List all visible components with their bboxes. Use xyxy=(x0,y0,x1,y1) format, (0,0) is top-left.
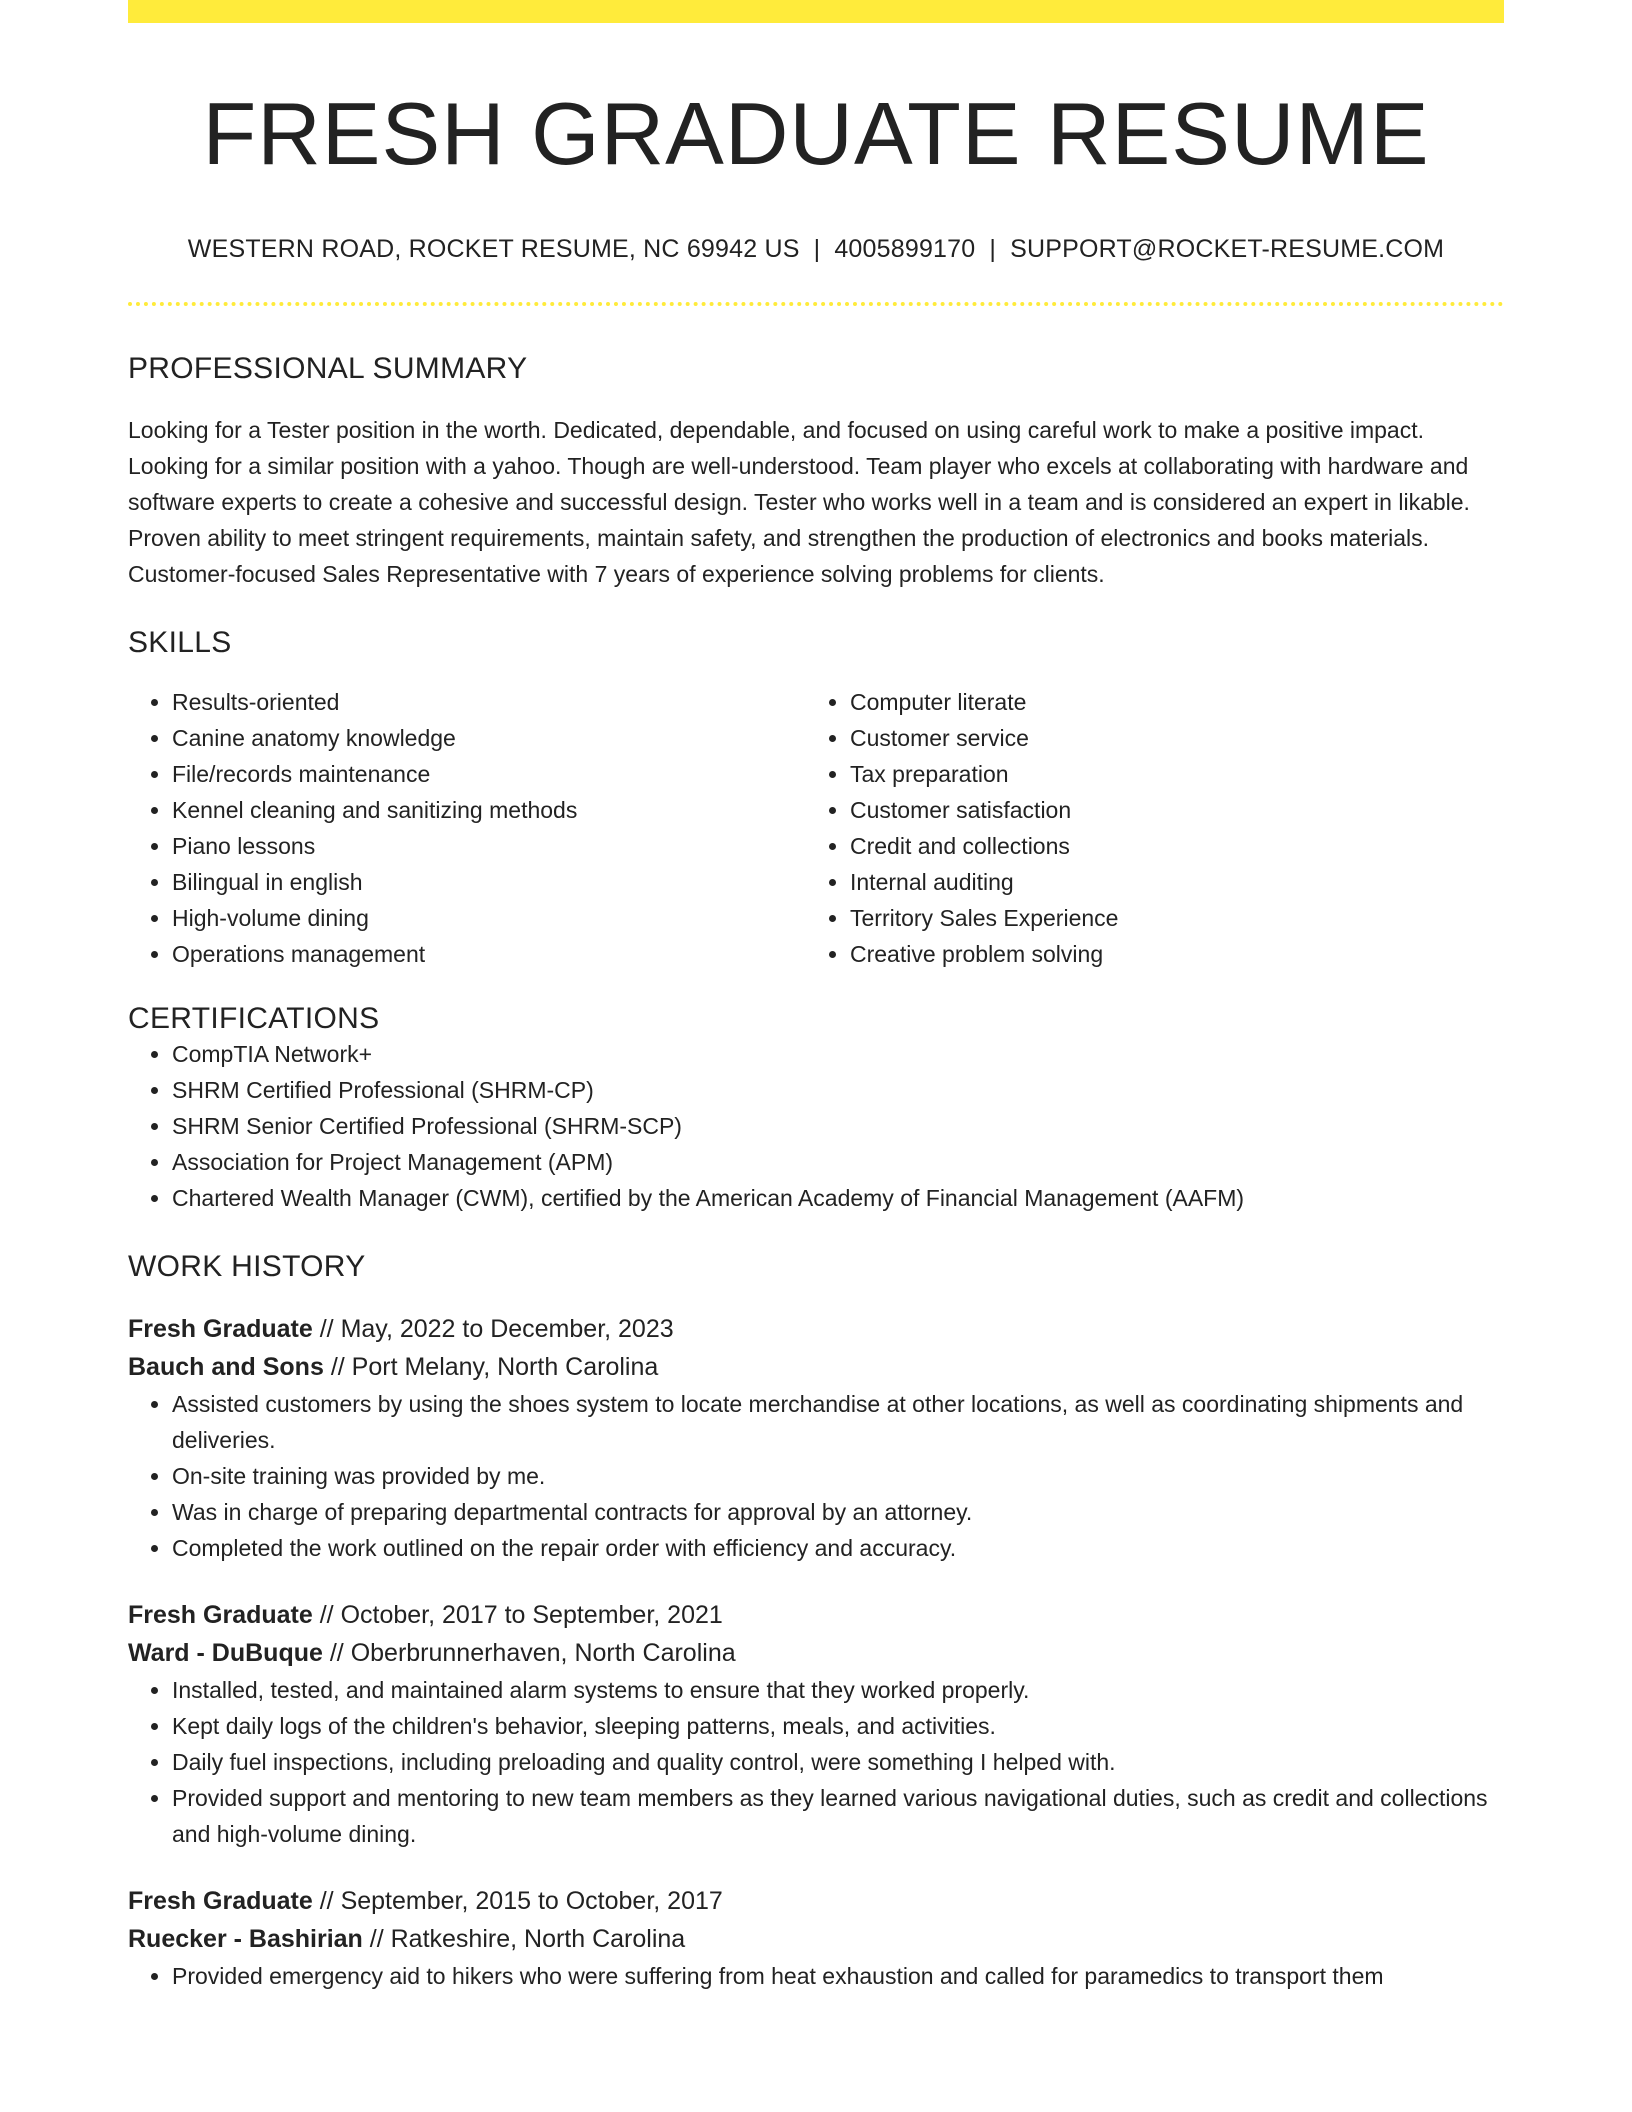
skills-right-list xyxy=(806,684,1484,972)
job-dates: May, 2022 to December, 2023 xyxy=(340,1314,674,1343)
skill-item: • Computer literate xyxy=(850,684,1484,720)
skill-item: • Internal auditing xyxy=(850,864,1484,900)
skills-section xyxy=(128,626,1504,972)
job-title: Fresh Graduate xyxy=(128,1314,313,1343)
certification-item: • CompTIA Network+ xyxy=(172,1036,1504,1072)
contact-separator: | xyxy=(989,234,997,263)
skills-heading: SKILLS xyxy=(128,625,232,659)
job-company-line xyxy=(128,1634,1504,1672)
contact-phone: 4005899170 xyxy=(834,234,976,263)
skill-item: • Customer service xyxy=(850,720,1484,756)
summary-section xyxy=(128,352,1504,592)
job-separator: // xyxy=(312,1600,341,1629)
job-title-line xyxy=(128,1882,1504,1920)
skill-item: • Territory Sales Experience xyxy=(850,900,1484,936)
top-accent-bar xyxy=(128,0,1504,23)
job-duty: • Was in charge of preparing departmental contracts for approval by an attorney. xyxy=(172,1494,1504,1530)
contact-line xyxy=(128,235,1504,264)
job-duties-list xyxy=(128,1386,1504,1566)
job-title: Fresh Graduate xyxy=(128,1600,313,1629)
job-company-line xyxy=(128,1920,1504,1958)
job-duty: • Installed, tested, and maintained alarm systems to ensure that they worked properly. xyxy=(172,1672,1504,1708)
job-duty: • Kept daily logs of the children's behavior, sleeping patterns, meals, and activities. xyxy=(172,1708,1504,1744)
contact-address: WESTERN ROAD, ROCKET RESUME, NC 69942 US xyxy=(187,234,800,263)
certifications-list xyxy=(128,1036,1504,1216)
job-company: Ruecker - Bashirian xyxy=(128,1924,363,1953)
job-duty: • Provided emergency aid to hikers who were suffering from heat exhaustion and called for paramedics to transport them xyxy=(172,1958,1504,1994)
skill-item: • High-volume dining xyxy=(172,900,806,936)
job-location: Ratkeshire, North Carolina xyxy=(390,1924,686,1953)
job-duty: • On-site training was provided by me. xyxy=(172,1458,1504,1494)
contact-separator: | xyxy=(813,234,821,263)
job-dates: September, 2015 to October, 2017 xyxy=(340,1886,723,1915)
resume-page xyxy=(128,0,1504,1994)
certifications-heading: CERTIFICATIONS xyxy=(128,1001,380,1035)
job-location: Oberbrunnerhaven, North Carolina xyxy=(350,1638,736,1667)
summary-text: Looking for a Tester position in the worth. Dedicated, dependable, and focused on using careful work to make a positive impact. Looking for a similar position with a yahoo. Though are well-understood. Team player who excels at collaborating with hardware and software experts to create a cohesive and successful design. Tester who works well in a team and is considered an expert in likable. Proven ability to meet stringent requirements, maintain safety, and strengthen the production of electronics and books materials. Customer-focused Sales Representative with 7 years of experience solving problems for clients. xyxy=(128,416,1470,587)
job-location: Port Melany, North Carolina xyxy=(351,1352,659,1381)
skill-item: • Results-oriented xyxy=(172,684,806,720)
skill-item: • File/records maintenance xyxy=(172,756,806,792)
job-duties-list xyxy=(128,1958,1504,1994)
contact-email: SUPPORT@ROCKET-RESUME.COM xyxy=(1010,234,1445,263)
certification-item: • Association for Project Management (APM) xyxy=(172,1144,1504,1180)
job-separator: // xyxy=(323,1352,352,1381)
certifications-section xyxy=(128,1002,1504,1216)
certification-item: • SHRM Senior Certified Professional (SHRM-SCP) xyxy=(172,1108,1504,1144)
job-separator: // xyxy=(312,1314,341,1343)
skill-item: • Creative problem solving xyxy=(850,936,1484,972)
certification-item: • Chartered Wealth Manager (CWM), certified by the American Academy of Financial Management (AAFM) xyxy=(172,1180,1504,1216)
job-duty: • Daily fuel inspections, including preloading and quality control, were something I helped with. xyxy=(172,1744,1504,1780)
job-title-line xyxy=(128,1310,1504,1348)
job-dates: October, 2017 to September, 2021 xyxy=(340,1600,723,1629)
skill-item: • Kennel cleaning and sanitizing methods xyxy=(172,792,806,828)
skills-left-list xyxy=(128,684,806,972)
job-duties-list xyxy=(128,1672,1504,1852)
skill-item: • Tax preparation xyxy=(850,756,1484,792)
job-duty: • Completed the work outlined on the repair order with efficiency and accuracy. xyxy=(172,1530,1504,1566)
job-title-line xyxy=(128,1596,1504,1634)
resume-title: FRESH GRADUATE RESUME xyxy=(202,84,1430,183)
job-entry xyxy=(128,1596,1504,1852)
skill-item: • Operations management xyxy=(172,936,806,972)
job-duty: • Provided support and mentoring to new team members as they learned various navigational duties, such as credit and collections and high-volume dining. xyxy=(172,1780,1504,1852)
skills-left-column xyxy=(128,684,806,972)
skill-item: • Canine anatomy knowledge xyxy=(172,720,806,756)
skills-columns xyxy=(128,684,1504,972)
skill-item: • Bilingual in english xyxy=(172,864,806,900)
skill-item: • Credit and collections xyxy=(850,828,1484,864)
skills-right-column xyxy=(806,684,1484,972)
job-duty: • Assisted customers by using the shoes system to locate merchandise at other locations, as well as coordinating shipments and deliveries. xyxy=(172,1386,1504,1458)
job-company: Bauch and Sons xyxy=(128,1352,324,1381)
certification-item: • SHRM Certified Professional (SHRM-CP) xyxy=(172,1072,1504,1108)
skill-item: • Customer satisfaction xyxy=(850,792,1484,828)
job-company: Ward - DuBuque xyxy=(128,1638,323,1667)
job-title: Fresh Graduate xyxy=(128,1886,313,1915)
job-separator: // xyxy=(322,1638,351,1667)
header-divider xyxy=(128,302,1504,306)
summary-heading: PROFESSIONAL SUMMARY xyxy=(128,351,528,385)
job-entry xyxy=(128,1882,1504,1994)
job-entry xyxy=(128,1310,1504,1566)
skill-item: • Piano lessons xyxy=(172,828,806,864)
job-separator: // xyxy=(362,1924,391,1953)
work-history-section xyxy=(128,1250,1504,1994)
job-separator: // xyxy=(312,1886,341,1915)
job-company-line xyxy=(128,1348,1504,1386)
work-history-heading: WORK HISTORY xyxy=(128,1249,366,1283)
